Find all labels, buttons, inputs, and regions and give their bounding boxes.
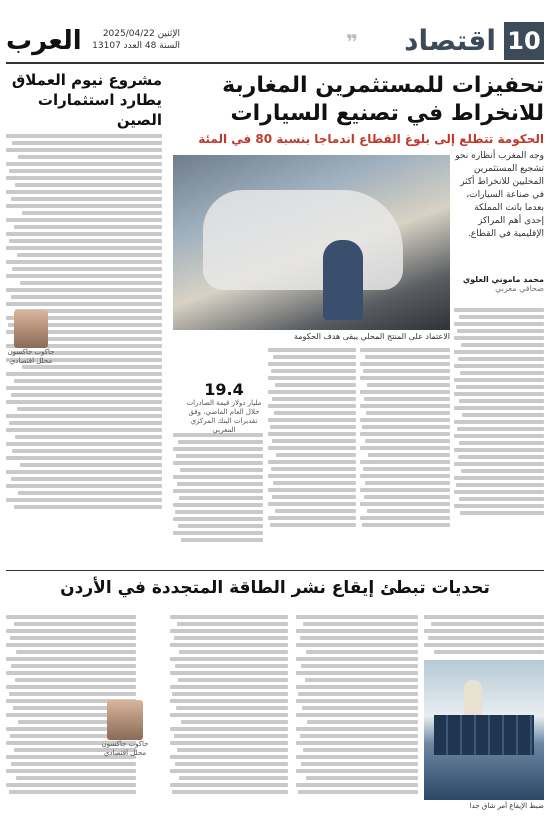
main-story-author (454, 275, 544, 295)
car-body-shape (203, 190, 403, 290)
left-story (6, 70, 162, 570)
bottom-body-col-4 (424, 612, 544, 657)
date-block (90, 28, 180, 52)
brand-logo: العرب (6, 26, 82, 56)
section-title: اقتصاد (404, 24, 496, 57)
left-story-headline: مشروع نيوم العملاق يطارد استثمارات الصين (11, 71, 162, 129)
pull-quote-text: مليار دولار قيمة الصادرات خلال العام الماضي، وفق تقديرات البنك المركزي المغربي (186, 399, 262, 434)
page-number: 10 (504, 22, 544, 60)
bottom-author-photo (107, 700, 143, 740)
bottom-story-headline: تحديات تبطئ إيقاع نشر الطاقة المتجددة في الأردن (60, 578, 490, 598)
solar-panel-shape (434, 715, 534, 755)
bottom-body-col-3 (296, 612, 418, 797)
main-story-header (169, 72, 544, 147)
quote-icon: ❞ (346, 30, 358, 54)
main-story-intro: وجه المغرب أنظاره نحو تشجيع المستثمرين المحليين للانخراط أكثر في صناعة السيارات، بعدما باتت المملكة إحدى أهم المراكز الإقليمية في القطاع. (455, 151, 544, 239)
main-body-col-3 (268, 345, 356, 530)
date-line: الإثنين 2025/04/22 (102, 29, 180, 39)
author-role: محلل اقتصادي (9, 357, 53, 365)
author-name: جاكوب جاكسون (7, 348, 55, 356)
main-author-role: صحافي مغربي (495, 284, 544, 293)
section-divider (6, 570, 544, 571)
main-body-col-4 (173, 430, 263, 545)
issue-line: السنة 48 العدد 13107 (92, 41, 180, 51)
pull-quote (184, 380, 264, 434)
bottom-story-author (90, 700, 160, 760)
pull-quote-figure: 19.4 (204, 380, 244, 399)
main-photo-caption: الاعتماد على المنتج المحلي يبقى هدف الحكومة (293, 332, 450, 341)
solar-worker-photo (424, 660, 544, 800)
bottom-body-col-2 (170, 612, 288, 797)
worker-figure (323, 240, 363, 320)
bottom-author-name: جاكوب جاكسون (101, 740, 149, 748)
author-photo (14, 310, 48, 348)
main-body-col-1 (454, 305, 544, 518)
main-story-subhead: الحكومة تتطلع إلى بلوغ القطاع اندماجا بنسبة 80 في المئة (198, 132, 544, 146)
main-body-col-2 (360, 345, 450, 530)
bottom-photo-caption: ضبط الإيقاع أمر شاق جدا (469, 802, 544, 810)
car-factory-photo (173, 155, 450, 330)
bottom-author-role: محلل اقتصادي (103, 749, 147, 757)
main-story-intro-column (454, 150, 544, 241)
main-author-name: محمد ماموني العلوي (462, 275, 544, 284)
left-story-author (6, 310, 56, 400)
main-story-headline: تحفيزات للمستثمرين المغاربة للانخراط في تصنيع السيارات (222, 73, 544, 126)
masthead (6, 22, 544, 64)
